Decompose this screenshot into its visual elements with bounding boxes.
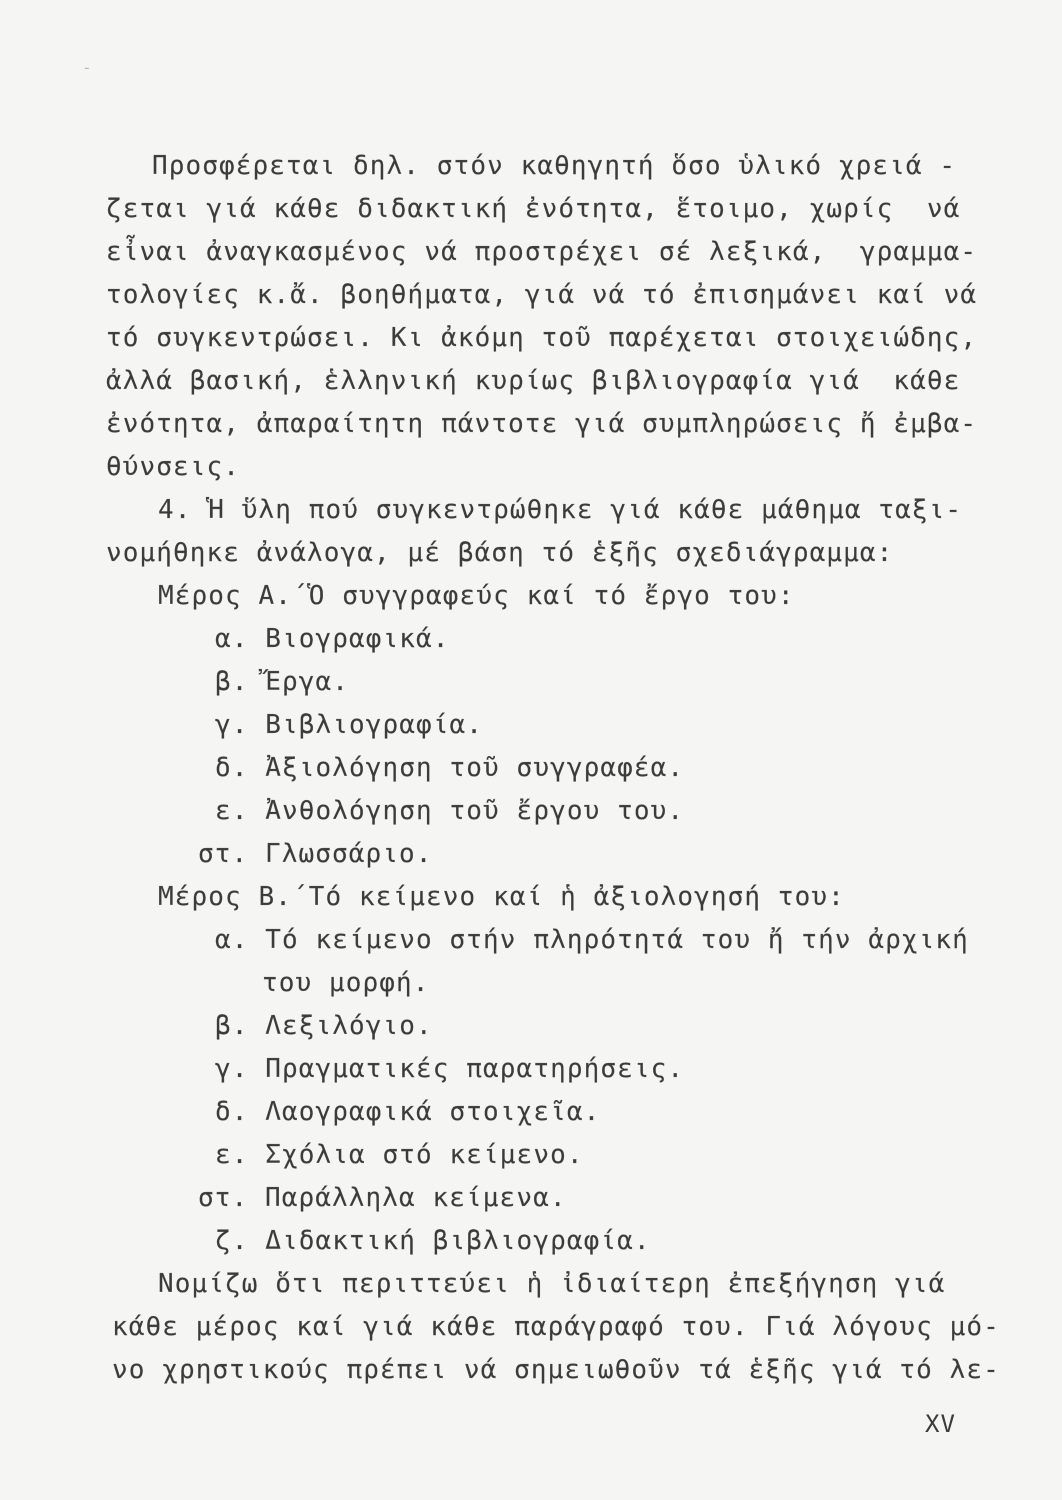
list-item: γ. Βιβλιογραφία. [215,710,484,740]
list-item: α. Τό κείμενο στήν πληρότητά του ἤ τήν ἀρχική [215,925,969,955]
list-item-continuation: του μορφή. [262,968,430,998]
list-item: ε. Ἀνθολόγηση τοῦ ἔργου του. [215,796,685,826]
list-item: δ. Λαογραφικά στοιχεῖα. [215,1097,601,1127]
text-line: τολογίες κ.ἄ. βοηθήματα, γιά νά τό ἐπισημάνει καί νά [106,280,978,310]
text-line: τό συγκεντρώσει. Κι ἀκόμη τοῦ παρέχεται στοιχειώδης, [106,323,978,353]
scan-mark: - [82,58,92,77]
text-line: νομήθηκε ἀνάλογα, μέ βάση τό ἑξῆς σχεδιάγραμμα: [106,538,894,568]
text-line: Νομίζω ὅτι περιττεύει ἡ ἰδιαίτερη ἐπεξήγηση γιά [158,1269,946,1299]
text-line: θύνσεις. [106,452,241,482]
section-heading: Μέρος Α.΄Ὁ συγγραφεύς καί τό ἔργο του: [158,581,795,611]
list-item: α. Βιογραφικά. [215,624,450,654]
list-item: γ. Πραγματικές παρατηρήσεις. [215,1054,685,1084]
text-line: 4. Ἡ ὕλη πού συγκεντρώθηκε γιά κάθε μάθημα ταξι- [158,495,963,525]
text-line: εἶναι ἀναγκασμένος νά προστρέχει σέ λεξικά, γραμμα- [106,237,978,267]
list-item: ζ. Διδακτική βιβλιογραφία. [215,1226,651,1256]
list-item: στ. Παράλληλα κείμενα. [198,1183,567,1213]
list-item: δ. Ἀξιολόγηση τοῦ συγγραφέα. [215,753,685,783]
list-item: στ. Γλωσσάριο. [198,839,433,869]
text-line: ἐνότητα, ἀπαραίτητη πάντοτε γιά συμπληρώσεις ἤ ἐμβα- [106,409,978,439]
list-item: β. Λεξιλόγιο. [215,1011,433,1041]
text-line: ζεται γιά κάθε διδακτική ἐνότητα, ἕτοιμο, χωρίς νά [106,194,961,224]
page-number: XV [925,1410,956,1438]
section-heading: Μέρος Β.΄Τό κείμενο καί ἡ ἀξιολογησή του: [158,882,845,912]
text-line: κάθε μέρος καί γιά κάθε παράγραφό του. Γιά λόγους μό- [112,1312,1000,1342]
text-line: Προσφέρεται δηλ. στόν καθηγητή ὅσο ὑλικό χρειά - [152,151,957,181]
text-line: νο χρηστικούς πρέπει νά σημειωθοῦν τά ἑξῆς γιά τό λε- [112,1355,1000,1385]
list-item: β. Ἔργα. [215,667,350,697]
text-line: ἀλλά βασική, ἑλληνική κυρίως βιβλιογραφία γιά κάθε [106,366,961,396]
list-item: ε. Σχόλια στό κείμενο. [215,1140,584,1170]
